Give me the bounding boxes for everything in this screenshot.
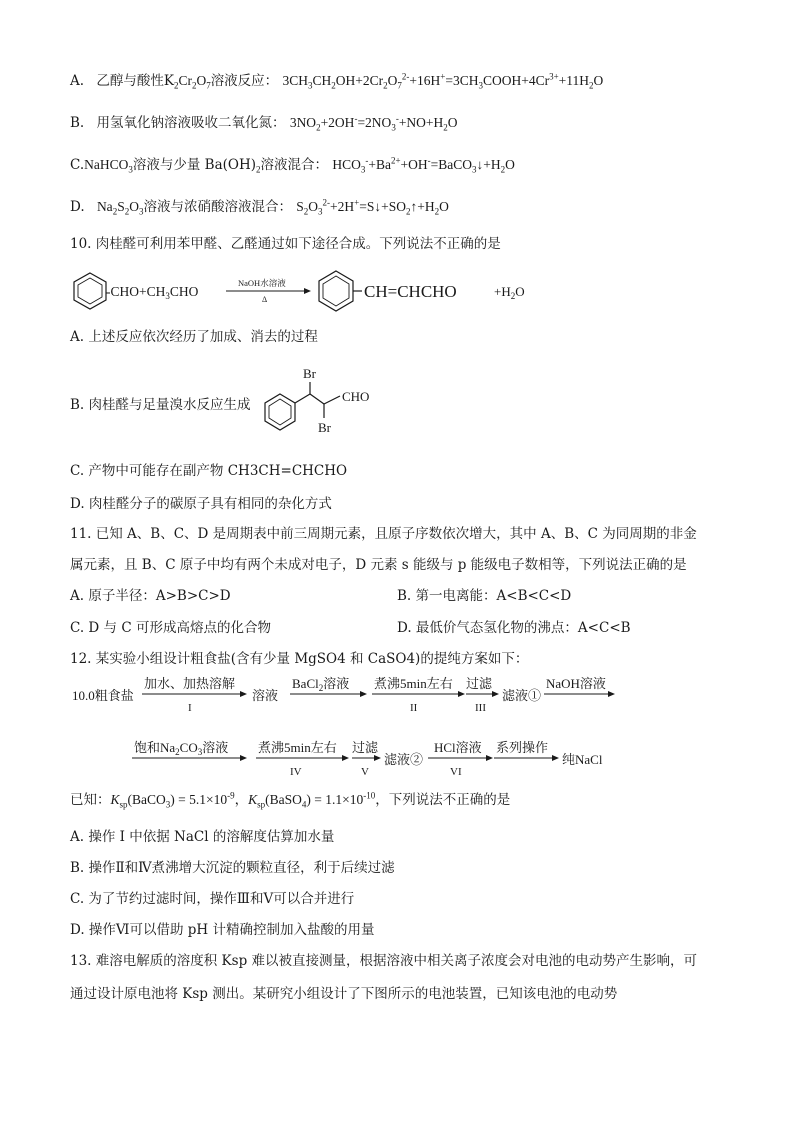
q9-option-a-equation: $3CH_3CH_2OH+2Cr_2O_7^{2-}+16H^+=3CH_3COOH+4Cr^{3+}+11H_2O$	[282, 71, 604, 91]
q12-option-c: C. 为了节约过滤时间，操作Ⅲ和Ⅴ可以合并进行	[70, 891, 355, 907]
q12-step3-label: 煮沸5min左右	[374, 676, 453, 691]
q12-step2-label: BaCl$_2$溶液	[292, 676, 350, 693]
benzene-ring-product	[319, 271, 362, 311]
q9-option-d: D. $Na_2S_2O_3$溶液与浓硝酸溶液混合： $S_2O_3^{2-}+2H^+=S↓+SO_2↑+H_2O$	[70, 197, 449, 217]
q9-option-a: A. 乙醇与酸性$K_2Cr_2O_7$溶液反应： $3CH_3CH_2OH+2Cr_2O_7^{2-}+16H^+=3CH_3COOH+4Cr^{3+}+11H_2O$	[70, 71, 604, 91]
q12-step7-numeral: IV	[290, 766, 302, 778]
q10-option-b-cho: CHO	[342, 389, 370, 404]
q12-ksp-baso4: $K_{sp}(BaSO_4) = 1.1\times 10^{-10}$	[248, 790, 376, 810]
q10-option-b-br-bottom: Br	[318, 420, 331, 435]
q12-step9-numeral: VI	[450, 766, 462, 778]
q11-option-b: B. 第一电离能：A<B<C<D	[397, 588, 572, 604]
q12-step6-label: 饱和$Na_2CO_3$溶液	[134, 740, 229, 757]
q12-product3: 滤液②	[384, 752, 424, 767]
q12-step1-numeral: I	[188, 702, 192, 714]
q12-step7-label: 煮沸5min左右	[258, 740, 337, 755]
q12-option-b: B. 操作Ⅱ和Ⅳ煮沸增大沉淀的颗粒直径，利于后续过滤	[70, 860, 395, 876]
q12-step5-label: NaOH溶液	[546, 676, 606, 691]
q12-known: 已知：$K_{sp}(BaCO_3) = 5.1\times 10^{-9}$，$K_{sp}(BaSO_4) = 1.1\times 10^{-10}$，下列说法不正确的是	[70, 790, 511, 810]
q11-option-a: A. 原子半径：A>B>C>D	[70, 588, 231, 604]
q10-condition-top: NaOH水溶液	[238, 278, 286, 288]
q10-condition-bottom: Δ	[262, 295, 268, 304]
q9-option-c: C.NaHCO$_3$溶液与少量 $Ba(OH)_2$溶液混合： $HCO_3^-+Ba^{2+}+OH^-=BaCO_3↓+H_2O$	[70, 155, 515, 175]
q10-option-b-br-top: Br	[303, 366, 316, 381]
q11-stem-line1: 11. 已知 A、B、C、D 是周期表中前三周期元素，且原子序数依次增大，其中 A、B、C 为同周期的非金	[70, 526, 697, 542]
q12-step9-label: HCl溶液	[434, 740, 482, 755]
q12-product2: 滤液①	[502, 688, 542, 703]
q12-option-d: D. 操作Ⅵ可以借助 pH 计精确控制加入盐酸的用量	[70, 922, 375, 938]
q12-step3-numeral: II	[410, 702, 418, 714]
q10-product: CH=CHCHO	[364, 282, 457, 301]
q9-option-d-equation: $S_2O_3^{2-}+2H^+=S↓+SO_2↑+H_2O$	[296, 197, 449, 217]
q12-product1: 溶液	[252, 688, 279, 703]
q12-step8-label: 过滤	[352, 740, 379, 755]
q10-stem: 10. 肉桂醛可利用苯甲醛、乙醛通过如下途径合成。下列说法不正确的是	[70, 236, 501, 252]
q11-option-d: D. 最低价气态氢化物的沸点：A<C<B	[397, 620, 631, 636]
q9-option-b: B. 用氢氧化钠溶液吸收二氧化氮： $3NO_2+2OH^-=2NO_3^-+NO+H_2O$	[70, 113, 458, 133]
q10-reaction-scheme	[66, 266, 546, 316]
q10-option-d: D. 肉桂醛分子的碳原子具有相同的杂化方式	[70, 496, 332, 512]
q12-flow-row2	[130, 734, 630, 782]
q13-stem-line2: 通过设计原电池将 Ksp 测出。某研究小组设计了下图所示的电池装置，已知该电池的电动势	[70, 986, 618, 1002]
q12-step8-numeral: V	[361, 766, 369, 778]
q11-option-c: C. D 与 C 可形成高熔点的化合物	[70, 620, 271, 636]
q12-flow-row1	[70, 670, 630, 718]
q10-option-c: C. 产物中可能存在副产物 CH3CH=CHCHO	[70, 463, 348, 479]
q10-byproduct: $+H_2O$	[494, 284, 525, 301]
q12-end: 纯NaCl	[562, 752, 603, 767]
benzene-ring-reactant	[74, 273, 106, 309]
q13-stem-line1: 13. 难溶电解质的溶度积 Ksp 难以被直接测量，根据溶液中相关离子浓度会对电池的电动势产生影响，可	[70, 953, 697, 969]
q9-option-c-equation: $HCO_3^-+Ba^{2+}+OH^-=BaCO_3↓+H_2O$	[332, 155, 515, 175]
q12-step1-label: 加水、加热溶解	[144, 676, 236, 691]
q12-start: 10.0粗食盐	[72, 688, 134, 703]
q12-step4-label: 过滤	[466, 676, 493, 691]
q12-stem: 12. 某实验小组设计粗食盐(含有少量 MgSO4 和 CaSO4)的提纯方案如下：	[70, 651, 529, 667]
q12-option-a: A. 操作 I 中依据 NaCl 的溶解度估算加水量	[70, 829, 335, 845]
q11-stem-line2: 属元素，且 B、C 原子中均有两个未成对电子，D 元素 s 能级与 p 能级电子数相等，下列说法正确的是	[70, 557, 687, 573]
q10-option-a: A. 上述反应依次经历了加成、消去的过程	[70, 329, 318, 345]
q12-step4-numeral: III	[475, 702, 486, 714]
q10-reactants: $-CHO+CH_3CHO$	[106, 284, 199, 301]
q12-ksp-baco3: $K_{sp}(BaCO_3) = 5.1\times 10^{-9}$	[110, 790, 235, 810]
q10-option-b: B. 肉桂醛与足量溴水反应生成	[70, 397, 251, 413]
q9-option-b-equation: $3NO_2+2OH^-=2NO_3^-+NO+H_2O$	[289, 113, 458, 133]
q10-option-b-structure	[258, 364, 398, 444]
q12-step10-label: 系列操作	[496, 740, 549, 755]
